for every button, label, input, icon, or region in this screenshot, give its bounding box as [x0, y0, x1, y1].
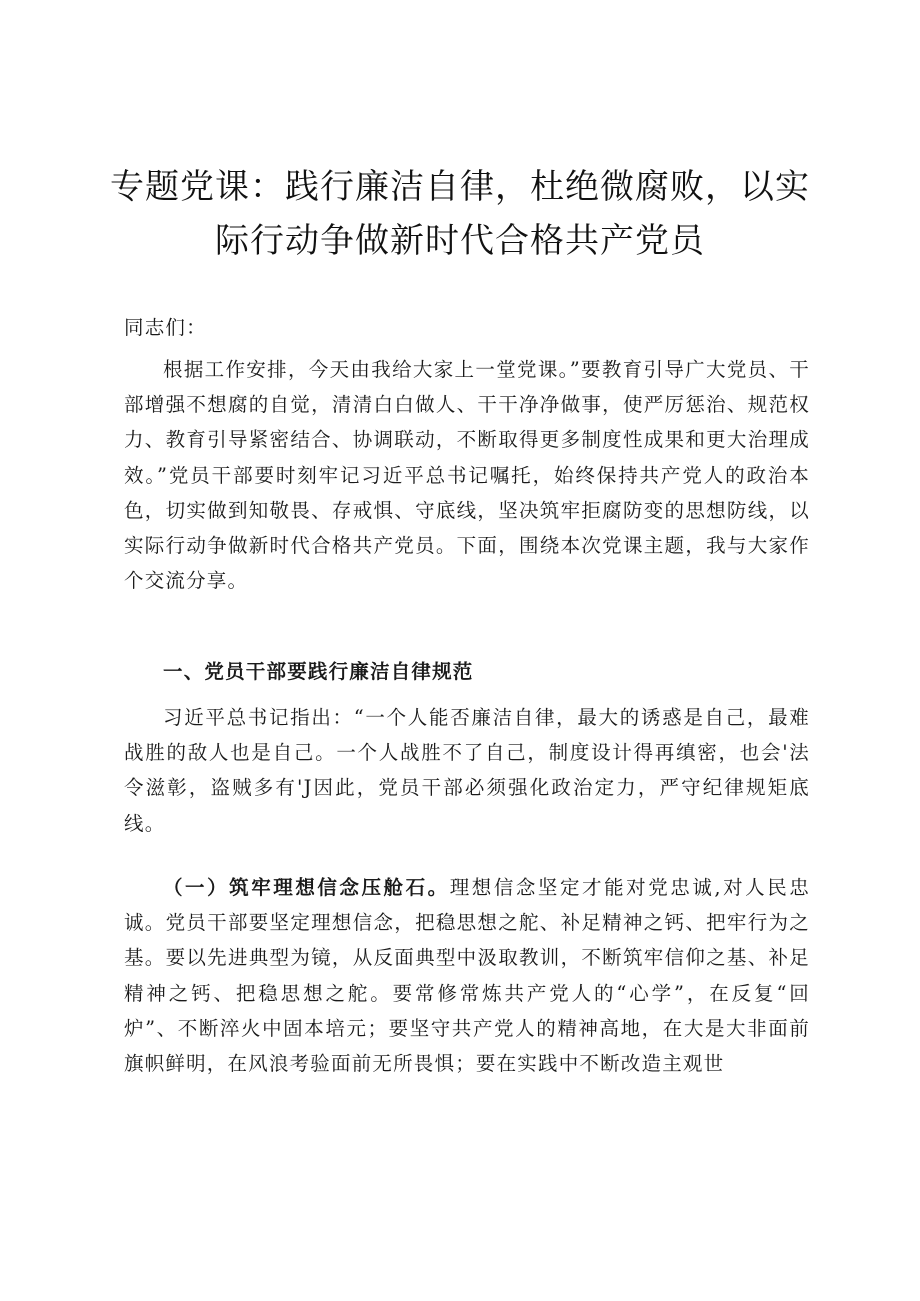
title-line-2: 际行动争做新时代合格共产党员	[215, 221, 705, 261]
paragraph-intro: 根据工作安排，今天由我给大家上一堂党课。”要教育引导广大党员、干部增强不想腐的自觉，清清白白做人、干干净净做事，使严厉惩治、规范权力、教育引导紧密结合、协调联动，不断取得更多制度性成果和更大治理成效。”党员干部要时刻牢记习近平总书记嘱托，始终保持共产党人的政治本色，切实做到知敬畏、存戒惧、守底线，坚决筑牢拒腐防变的思想防线，以实际行动争做新时代合格共产党员。下面，围绕本次党课主题，我与大家作个交流分享。	[124, 358, 810, 593]
salutation: 同志们：	[124, 316, 207, 339]
subsection-heading-1: （一）筑牢理想信念压舱石。	[163, 876, 450, 899]
document-title	[100, 160, 820, 268]
paragraph-subsection-1	[124, 870, 810, 1081]
title-line-1: 专题党课：践行廉洁自律，杜绝微腐败，以实	[110, 167, 810, 207]
section-heading-1: 一、党员干部要践行廉洁自律规范	[163, 660, 474, 683]
paragraph-quote: 习近平总书记指出：“一个人能否廉洁自律，最大的诱惑是自己，最难战胜的敌人也是自己。一个人战胜不了自己，制度设计得再缜密，也会'法令滋彰，盗贼多有'J因此，党员干部必须强化政治定力，严守纪律规矩底线。	[124, 706, 810, 835]
subsection-body-1: 理想信念坚定才能对党忠诚,对人民忠诚。党员干部要坚定理想信念，把稳思想之舵、补足精神之钙、把牢行为之基。要以先进典型为镜，从反面典型中汲取教训，不断筑牢信仰之基、补足精神之钙、把稳思想之舵。要常修常炼共产党人的“心学”，在反复“回炉”、不断淬火中固本培元；要坚守共产党人的精神高地，在大是大非面前旗帜鲜明，在风浪考验面前无所畏惧；要在实践中不断改造主观世	[124, 876, 810, 1076]
